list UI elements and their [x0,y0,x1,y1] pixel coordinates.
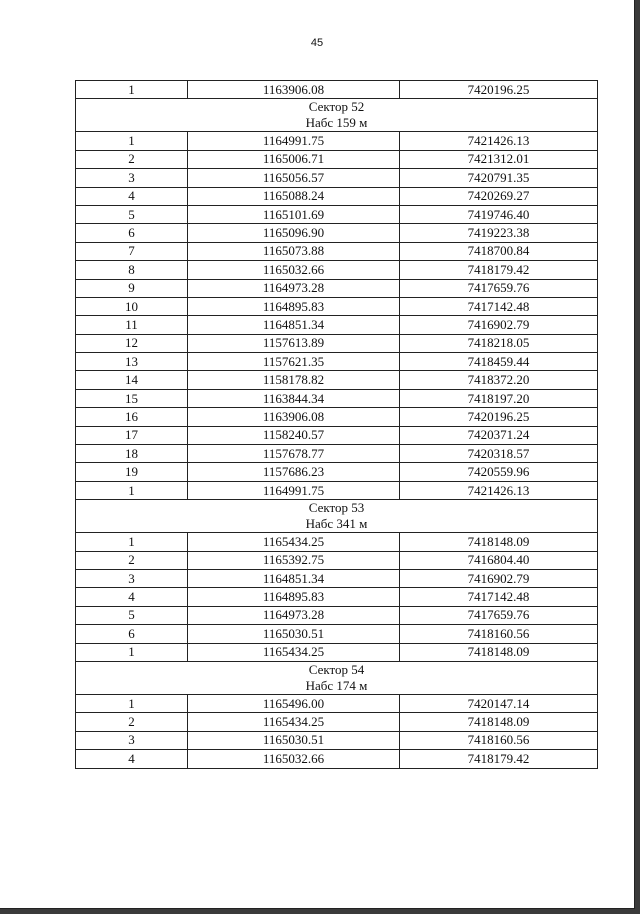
x-coordinate-cell: 1163844.34 [188,389,400,407]
table-row [76,242,598,260]
point-number-cell: 5 [76,205,188,223]
x-coordinate-cell: 1165101.69 [188,205,400,223]
table-row [76,150,598,168]
point-number-cell: 11 [76,316,188,334]
page-number: 45 [310,37,324,49]
point-number-cell: 5 [76,606,188,624]
point-number-cell: 17 [76,426,188,444]
table-row [76,625,598,643]
x-coordinate-cell: 1165434.25 [188,533,400,551]
sector-height: Набс 341 м [305,516,368,532]
point-number-cell: 13 [76,353,188,371]
coordinates-table [75,80,598,769]
y-coordinate-cell: 7417659.76 [400,279,598,297]
y-coordinate-cell: 7421312.01 [400,150,598,168]
x-coordinate-cell: 1164851.34 [188,316,400,334]
y-coordinate-cell: 7416804.40 [400,551,598,569]
y-coordinate-cell: 7420559.96 [400,463,598,481]
point-number-cell: 9 [76,279,188,297]
sector-height: Набс 159 м [305,115,368,131]
point-number-cell: 4 [76,187,188,205]
point-number-cell: 2 [76,150,188,168]
x-coordinate-cell: 1165096.90 [188,224,400,242]
point-number-cell: 12 [76,334,188,352]
x-coordinate-cell: 1164973.28 [188,279,400,297]
sector-header-cell [76,99,598,132]
table-row [76,371,598,389]
point-number-cell: 4 [76,588,188,606]
y-coordinate-cell: 7418179.42 [400,261,598,279]
table-row [76,643,598,661]
y-coordinate-cell: 7420196.25 [400,81,598,99]
y-coordinate-cell: 7417142.48 [400,297,598,315]
x-coordinate-cell: 1157613.89 [188,334,400,352]
sector-title: Сектор 54 [308,661,365,677]
x-coordinate-cell: 1165434.25 [188,643,400,661]
sector-height: Набс 174 м [305,677,368,693]
sector-title: Сектор 52 [308,99,365,115]
point-number-cell: 18 [76,445,188,463]
point-number-cell: 1 [76,81,188,99]
x-coordinate-cell: 1164851.34 [188,569,400,587]
y-coordinate-cell: 7420196.25 [400,408,598,426]
sector-header-cell [76,500,598,533]
x-coordinate-cell: 1158178.82 [188,371,400,389]
y-coordinate-cell: 7416902.79 [400,316,598,334]
point-number-cell: 3 [76,169,188,187]
x-coordinate-cell: 1164991.75 [188,481,400,499]
x-coordinate-cell: 1165392.75 [188,551,400,569]
y-coordinate-cell: 7418372.20 [400,371,598,389]
x-coordinate-cell: 1164895.83 [188,588,400,606]
point-number-cell: 19 [76,463,188,481]
y-coordinate-cell: 7418218.05 [400,334,598,352]
y-coordinate-cell: 7418148.09 [400,533,598,551]
y-coordinate-cell: 7418700.84 [400,242,598,260]
y-coordinate-cell: 7420269.27 [400,187,598,205]
x-coordinate-cell: 1165006.71 [188,150,400,168]
point-number-cell: 1 [76,694,188,712]
y-coordinate-cell: 7418179.42 [400,750,598,768]
sector-header-row [76,661,598,694]
point-number-cell: 8 [76,261,188,279]
table-row [76,389,598,407]
table-row [76,731,598,749]
point-number-cell: 7 [76,242,188,260]
table-row [76,463,598,481]
coordinates-table-body [76,81,598,769]
table-row [76,334,598,352]
table-row [76,445,598,463]
point-number-cell: 15 [76,389,188,407]
table-row [76,279,598,297]
sector-header-row [76,99,598,132]
x-coordinate-cell: 1165056.57 [188,169,400,187]
table-row [76,694,598,712]
x-coordinate-cell: 1164973.28 [188,606,400,624]
point-number-cell: 1 [76,132,188,150]
table-row [76,551,598,569]
x-coordinate-cell: 1157678.77 [188,445,400,463]
table-row [76,187,598,205]
y-coordinate-cell: 7418160.56 [400,625,598,643]
y-coordinate-cell: 7419746.40 [400,205,598,223]
table-row [76,224,598,242]
point-number-cell: 1 [76,533,188,551]
sector-header-row [76,500,598,533]
table-row [76,606,598,624]
table-row [76,81,598,99]
y-coordinate-cell: 7418459.44 [400,353,598,371]
table-row [76,533,598,551]
point-number-cell: 1 [76,481,188,499]
x-coordinate-cell: 1165030.51 [188,731,400,749]
y-coordinate-cell: 7417659.76 [400,606,598,624]
x-coordinate-cell: 1157686.23 [188,463,400,481]
table-row [76,750,598,768]
table-row [76,426,598,444]
table-row [76,408,598,426]
y-coordinate-cell: 7417142.48 [400,588,598,606]
x-coordinate-cell: 1164895.83 [188,297,400,315]
y-coordinate-cell: 7418148.09 [400,713,598,731]
x-coordinate-cell: 1165088.24 [188,187,400,205]
x-coordinate-cell: 1163906.08 [188,408,400,426]
x-coordinate-cell: 1165032.66 [188,261,400,279]
y-coordinate-cell: 7421426.13 [400,132,598,150]
x-coordinate-cell: 1163906.08 [188,81,400,99]
point-number-cell: 6 [76,224,188,242]
point-number-cell: 1 [76,643,188,661]
point-number-cell: 16 [76,408,188,426]
x-coordinate-cell: 1165030.51 [188,625,400,643]
point-number-cell: 14 [76,371,188,389]
y-coordinate-cell: 7419223.38 [400,224,598,242]
sector-header-cell [76,661,598,694]
x-coordinate-cell: 1157621.35 [188,353,400,371]
x-coordinate-cell: 1158240.57 [188,426,400,444]
table-row [76,297,598,315]
y-coordinate-cell: 7420147.14 [400,694,598,712]
table-row [76,132,598,150]
table-row [76,713,598,731]
y-coordinate-cell: 7420371.24 [400,426,598,444]
point-number-cell: 4 [76,750,188,768]
x-coordinate-cell: 1165032.66 [188,750,400,768]
y-coordinate-cell: 7420318.57 [400,445,598,463]
y-coordinate-cell: 7421426.13 [400,481,598,499]
table-row [76,261,598,279]
point-number-cell: 2 [76,551,188,569]
x-coordinate-cell: 1165434.25 [188,713,400,731]
table-row [76,316,598,334]
table-row [76,481,598,499]
point-number-cell: 10 [76,297,188,315]
x-coordinate-cell: 1165496.00 [188,694,400,712]
y-coordinate-cell: 7418197.20 [400,389,598,407]
table-row [76,169,598,187]
y-coordinate-cell: 7418160.56 [400,731,598,749]
point-number-cell: 2 [76,713,188,731]
table-row [76,205,598,223]
x-coordinate-cell: 1165073.88 [188,242,400,260]
x-coordinate-cell: 1164991.75 [188,132,400,150]
table-row [76,569,598,587]
y-coordinate-cell: 7420791.35 [400,169,598,187]
y-coordinate-cell: 7416902.79 [400,569,598,587]
table-row [76,588,598,606]
y-coordinate-cell: 7418148.09 [400,643,598,661]
point-number-cell: 6 [76,625,188,643]
point-number-cell: 3 [76,569,188,587]
table-row [76,353,598,371]
sector-title: Сектор 53 [308,500,365,516]
point-number-cell: 3 [76,731,188,749]
